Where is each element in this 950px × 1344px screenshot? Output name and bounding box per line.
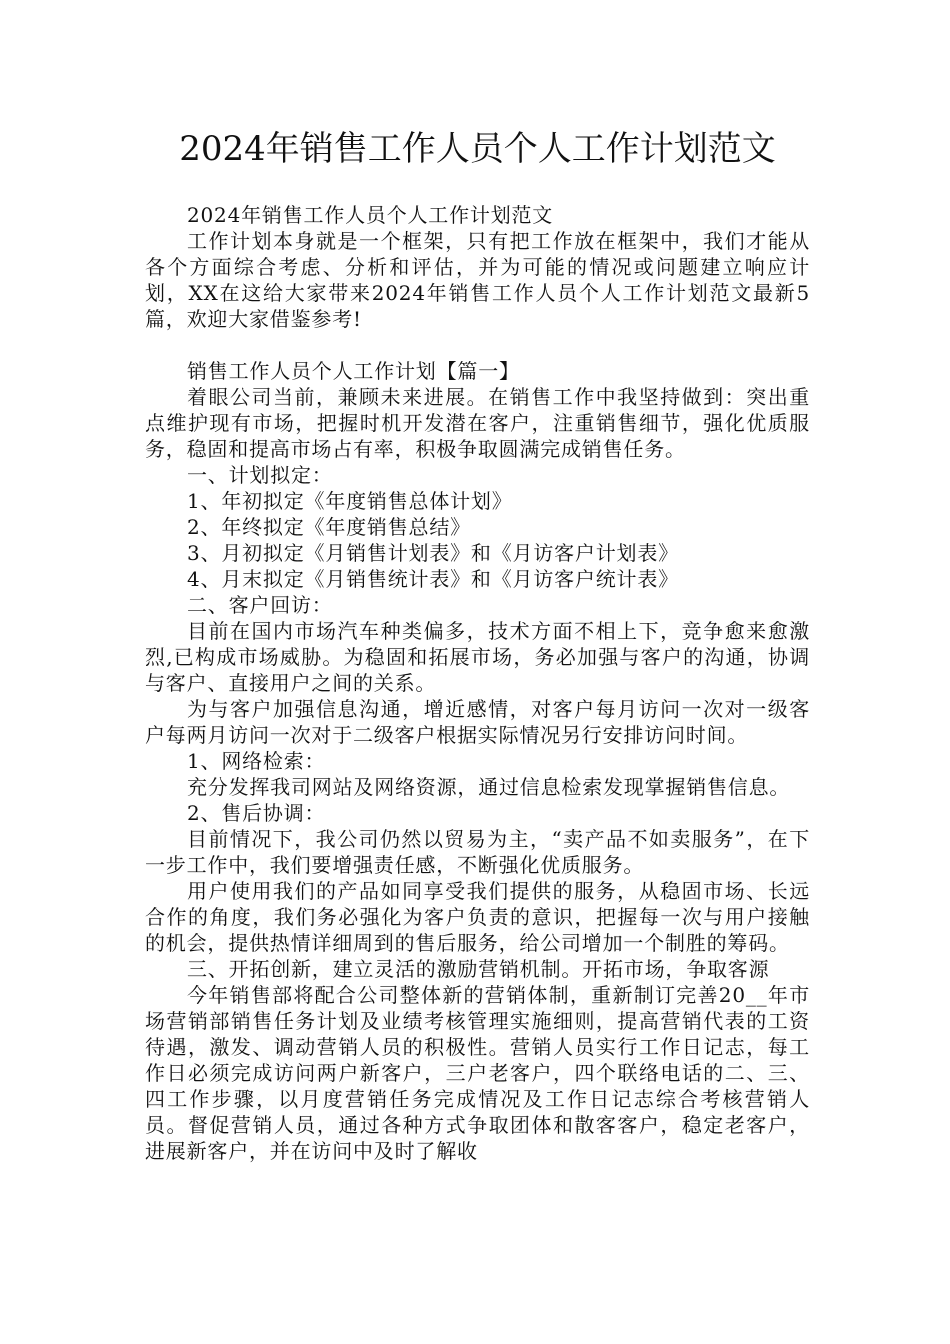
- body-paragraph: 目前在国内市场汽车种类偏多，技术方面不相上下，竞争愈来愈激烈,已构成市场威胁。为稳固和拓展市场，务必加强与客户的沟通，协调与客户、直接用户之间的关系。: [145, 619, 810, 695]
- body-paragraph: 为与客户加强信息沟通，增近感情，对客户每月访问一次对一级客户每两月访问一次对于二级客户根据实际情况另行安排访问时间。: [145, 697, 810, 747]
- document-title: 2024年销售工作人员个人工作计划范文: [179, 129, 776, 169]
- list-heading-visit: 二、客户回访：: [187, 593, 333, 617]
- list-item: 3、月初拟定《月销售计划表》和《月访客户计划表》: [187, 541, 679, 565]
- body-paragraph: 着眼公司当前，兼顾未来进展。在销售工作中我坚持做到：突出重点维护现有市场，把握时机开发潜在客户，注重销售细节，强化优质服务，稳固和提高市场占有率，积极争取圆满完成销售任务。: [145, 385, 810, 461]
- body-paragraph: 目前情况下，我公司仍然以贸易为主，“卖产品不如卖服务”，在下一步工作中，我们要增强责任感，不断强化优质服务。: [145, 827, 810, 877]
- body-paragraph: 充分发挥我司网站及网络资源，通过信息检索发现掌握销售信息。: [187, 775, 791, 799]
- list-item: 1、年初拟定《年度销售总体计划》: [187, 489, 513, 513]
- blank-line: [145, 332, 810, 358]
- section-heading-part-one: 销售工作人员个人工作计划【篇一】: [187, 359, 520, 383]
- list-heading-plan: 一、计划拟定：: [187, 463, 333, 487]
- list-heading-network: 1、网络检索：: [187, 749, 326, 773]
- body-paragraph: 今年销售部将配合公司整体新的营销体制，重新制订完善20__年市场营销部销售任务计划及业绩考核管理实施细则，提高营销代表的工资待遇，激发、调动营销人员的积极性。营销人员实行工作日记志，每工作日必须完成访问两户新客户，三户老客户，四个联络电话的二、三、四工作步骤，以月度营销任务完成情况及工作日记志综合考核营销人员。督促营销人员，通过各种方式争取团体和散客客户，稳定老客户，进展新客户，并在访问中及时了解收: [145, 983, 810, 1163]
- list-heading-aftersales: 2、售后协调：: [187, 801, 326, 825]
- subtitle-paragraph: 2024年销售工作人员个人工作计划范文: [187, 203, 554, 227]
- list-item: 2、年终拟定《年度销售总结》: [187, 515, 471, 539]
- body-paragraph: 用户使用我们的产品如同享受我们提供的服务，从稳固市场、长远合作的角度，我们务必强化为客户负责的意识，把握每一次与用户接触的机会，提供热情详细周到的售后服务，给公司增加一个制胜的筹码。: [145, 879, 810, 955]
- list-heading-innovation: 三、开拓创新，建立灵活的激励营销机制。开拓市场，争取客源: [187, 957, 770, 981]
- list-item: 4、月末拟定《月销售统计表》和《月访客户统计表》: [187, 567, 679, 591]
- intro-paragraph: 工作计划本身就是一个框架，只有把工作放在框架中，我们才能从各个方面综合考虑、分析和评估，并为可能的情况或问题建立响应计划，XX在这给大家带来2024年销售工作人员个人工作计划范文最新5篇，欢迎大家借鉴参考!: [145, 229, 810, 331]
